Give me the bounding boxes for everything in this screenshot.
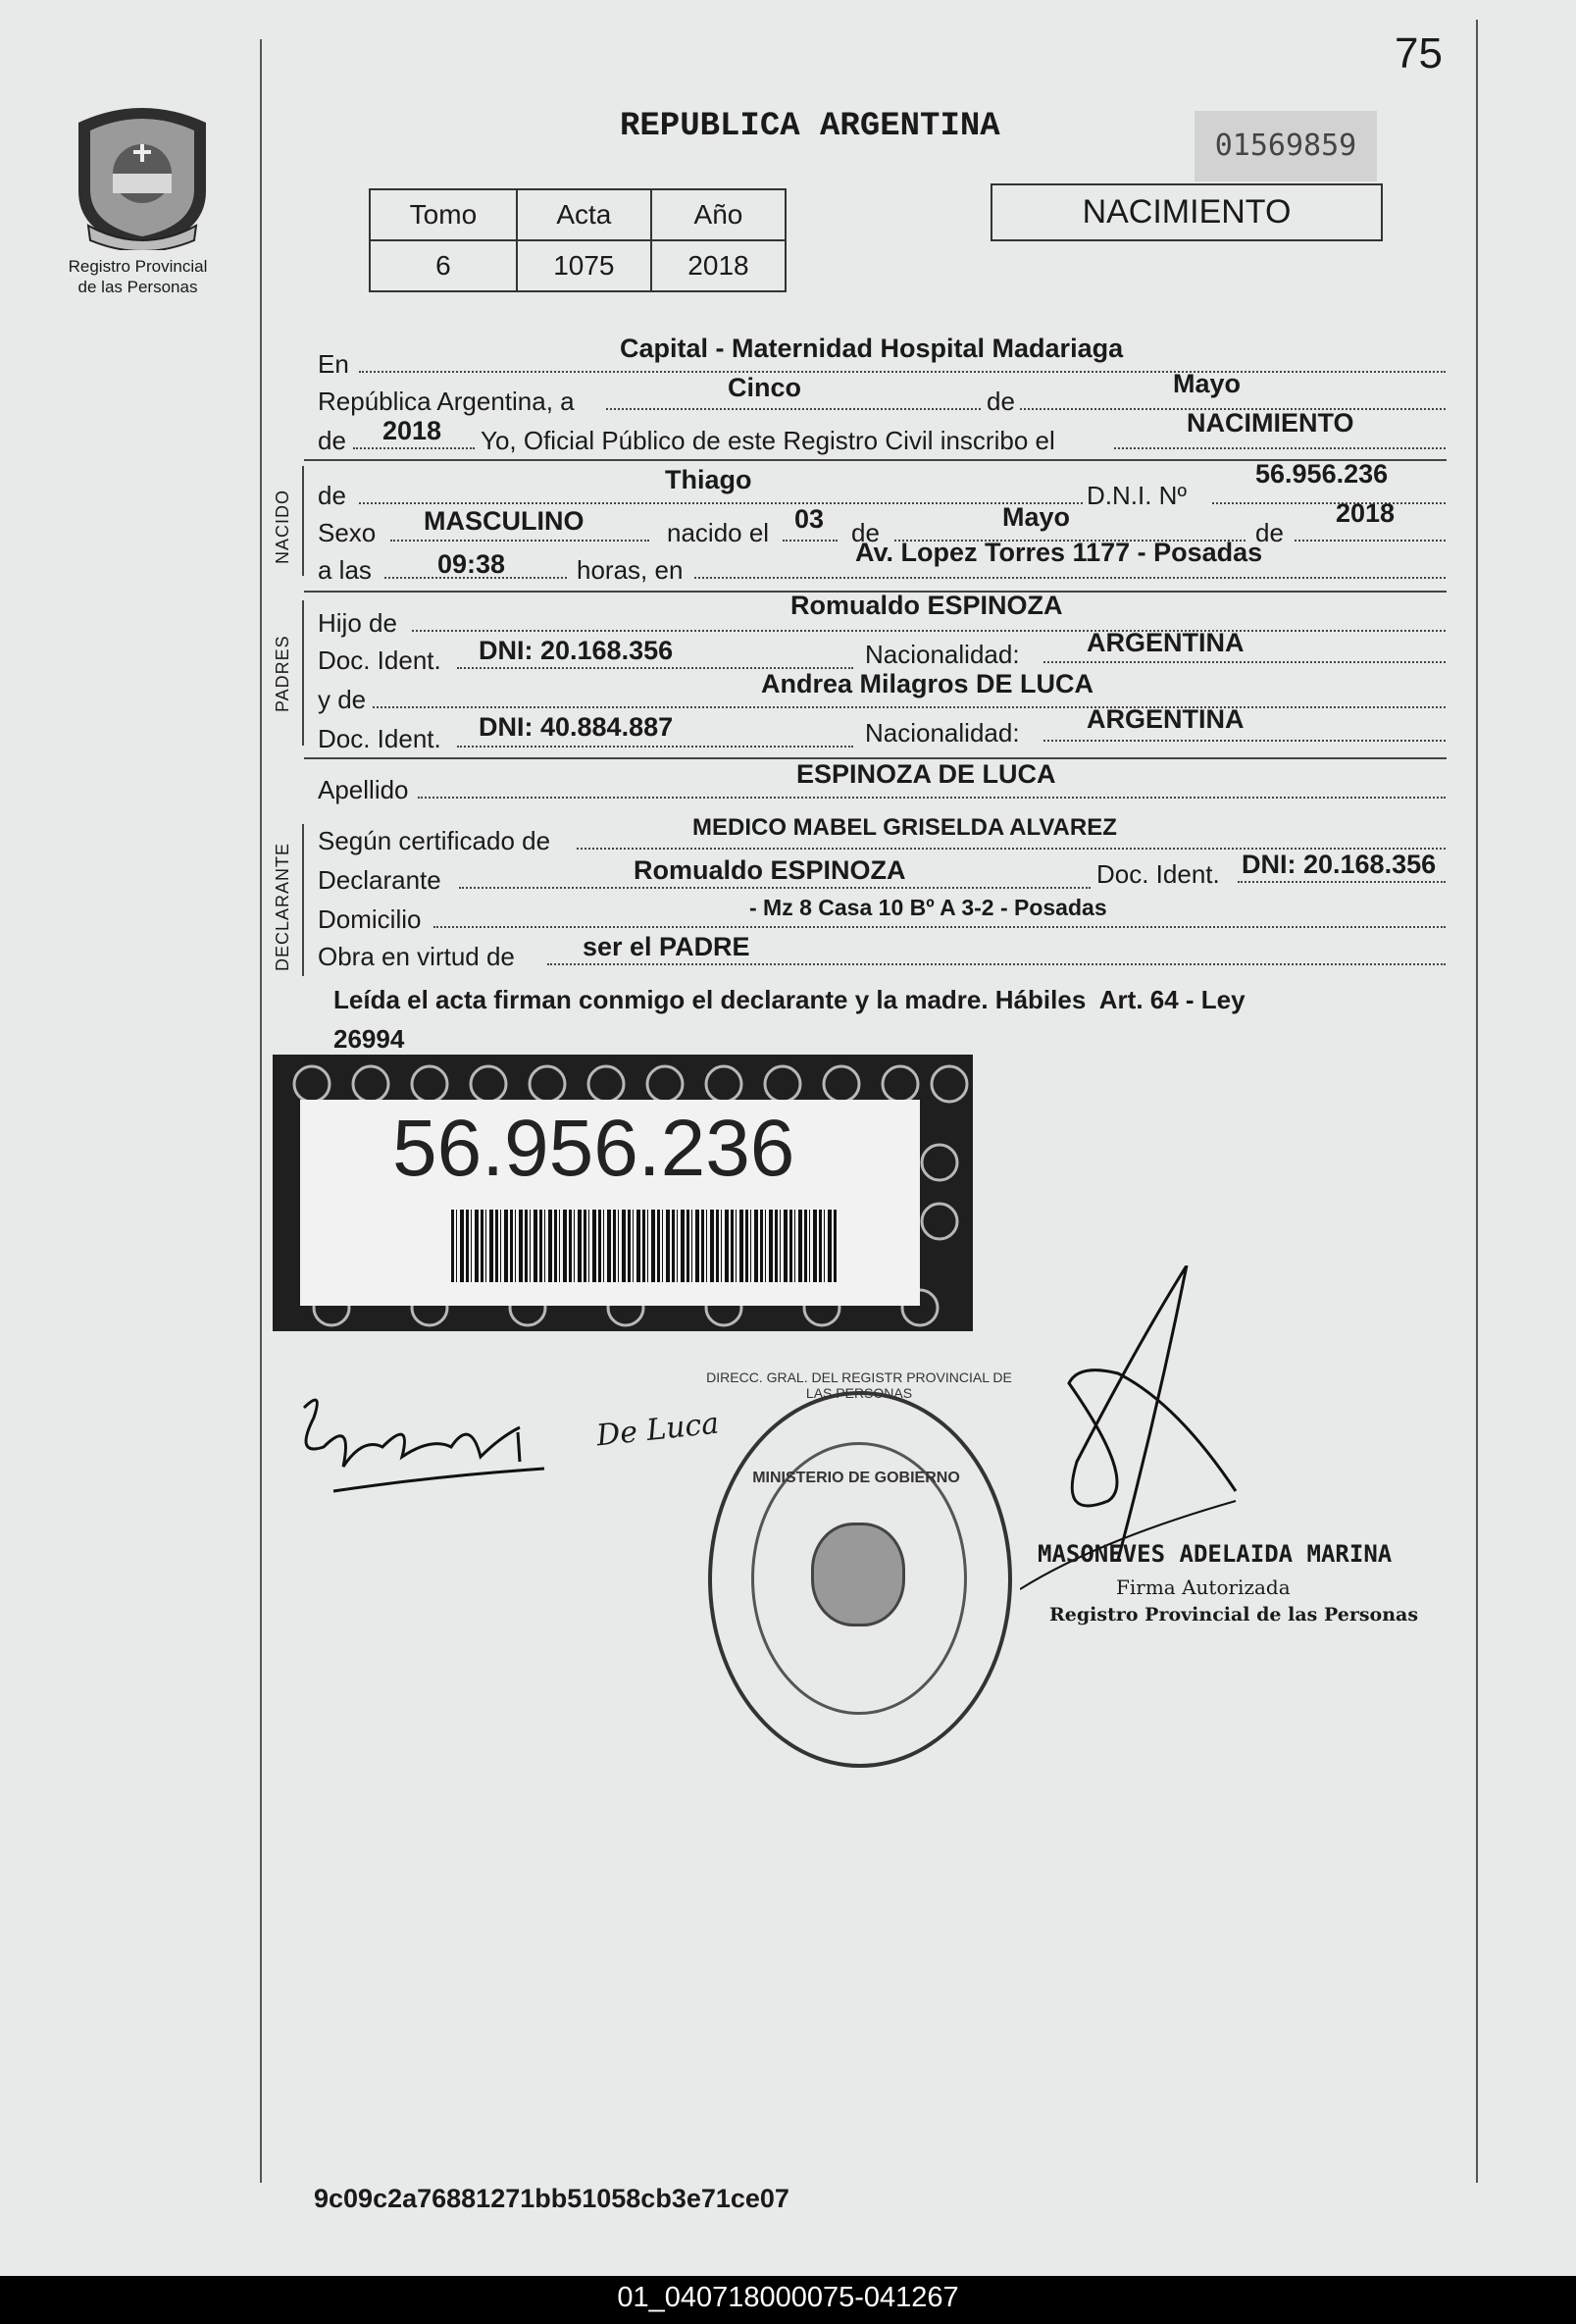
place-value: Capital - Maternidad Hospital Madariaga <box>620 334 1124 363</box>
apellido-value: ESPINOZA DE LUCA <box>796 759 1056 789</box>
domicilio-label: Domicilio <box>318 904 422 934</box>
value-acta: 1075 <box>517 240 651 291</box>
mother-doc: DNI: 40.884.887 <box>479 712 674 742</box>
en-label: En <box>318 349 349 379</box>
official-name: MASONEVES ADELAIDA MARINA <box>1038 1540 1393 1568</box>
official-role: Firma Autorizada <box>1116 1575 1291 1599</box>
father-doc: DNI: 20.168.356 <box>479 636 674 665</box>
nac1-label: Nacionalidad: <box>865 640 1020 669</box>
value-anio: 2018 <box>651 240 786 291</box>
barcode <box>451 1210 838 1282</box>
birth-time: 09:38 <box>437 549 506 579</box>
act-type-value: NACIMIENTO <box>1187 408 1354 438</box>
sexo-label: Sexo <box>318 518 377 547</box>
certificado-value: MEDICO MABEL GRISELDA ALVAREZ <box>692 814 1117 841</box>
obra-value: ser el PADRE <box>583 932 750 961</box>
header-tomo: Tomo <box>370 189 517 240</box>
mother-name: Andrea Milagros DE LUCA <box>761 669 1094 698</box>
child-dni: 56.956.236 <box>1255 459 1389 489</box>
official-office: Registro Provincial de las Personas <box>1049 1604 1419 1626</box>
logo-caption-2: de las Personas <box>77 278 198 296</box>
birth-day: 03 <box>794 504 825 534</box>
province-emblem <box>69 93 216 250</box>
year-value: 2018 <box>382 416 442 445</box>
declarant-signature <box>284 1378 559 1506</box>
right-margin-line <box>1476 20 1478 2183</box>
de-label-2: de <box>318 426 346 455</box>
father-nationality: ARGENTINA <box>1087 628 1245 657</box>
birth-place: Av. Lopez Torres 1177 - Posadas <box>855 538 1263 567</box>
doc2-label: Doc. Ident. <box>318 724 441 753</box>
footer-code: 01_040718000075-041267 <box>617 2282 959 2313</box>
page-number: 75 <box>1395 29 1443 77</box>
declarante-doc: DNI: 20.168.356 <box>1242 850 1437 879</box>
republica-label: República Argentina, a <box>318 387 575 416</box>
document-hash: 9c09c2a76881271bb51058cb3e71ce07 <box>314 2184 789 2213</box>
sticker-number: 56.956.236 <box>392 1104 795 1193</box>
declarante-name: Romualdo ESPINOZA <box>634 855 906 885</box>
hijo-de-label: Hijo de <box>318 608 397 638</box>
logo-caption-1: Registro Provincial <box>68 257 208 276</box>
country-title: REPUBLICA ARGENTINA <box>620 108 1000 145</box>
seal-outer-text: DIRECC. GRAL. DEL REGISTR PROVINCIAL DE LAS PERSONAS <box>706 1369 1012 1401</box>
nac2-label: Nacionalidad: <box>865 718 1020 748</box>
registry-table <box>369 188 787 292</box>
declarante-label: Declarante <box>318 865 441 895</box>
left-margin-line <box>260 39 262 2183</box>
header-anio: Año <box>651 189 786 240</box>
closing-line-2: 26994 <box>333 1024 405 1054</box>
mother-nationality: ARGENTINA <box>1087 704 1245 734</box>
y-de-label: y de <box>318 685 367 714</box>
month-value: Mayo <box>1173 369 1242 398</box>
doc1-label: Doc. Ident. <box>318 646 441 675</box>
certificado-label: Según certificado de <box>318 826 551 855</box>
horas-en-label: horas, en <box>577 555 684 585</box>
seal-inner-text: MINISTERIO DE GOBIERNO <box>752 1470 960 1486</box>
child-name: Thiago <box>665 465 752 494</box>
document-type-box: NACIMIENTO <box>991 183 1383 241</box>
nacido-de2-label: de <box>851 518 880 547</box>
serial-number: 01569859 <box>1195 111 1377 181</box>
de-label-1: de <box>987 387 1015 416</box>
domicilio-value: - Mz 8 Casa 10 Bº A 3-2 - Posadas <box>749 895 1107 920</box>
seal-emblem <box>811 1523 905 1627</box>
day-value: Cinco <box>728 373 802 402</box>
nacido-el-label: nacido el <box>667 518 770 547</box>
birth-year: 2018 <box>1336 498 1396 528</box>
header-acta: Acta <box>517 189 651 240</box>
section-nacido: NACIDO <box>273 489 292 564</box>
hora-label: a las <box>318 555 372 585</box>
obra-label: Obra en virtud de <box>318 942 515 971</box>
nacido-de-label: de <box>318 481 346 510</box>
closing-line-1: Leída el acta firman conmigo el declarante y la madre. Hábiles Art. 64 - Ley <box>333 985 1246 1014</box>
apellido-label: Apellido <box>318 775 409 804</box>
dni-label: D.N.I. Nº <box>1087 481 1187 510</box>
inscribo-text: Yo, Oficial Público de este Registro Civil inscribo el <box>481 426 1055 455</box>
value-tomo: 6 <box>370 240 517 291</box>
mother-signature: De Luca <box>594 1406 721 1454</box>
official-seal <box>706 1369 1012 1768</box>
declarante-doc-label: Doc. Ident. <box>1096 859 1220 889</box>
section-padres: PADRES <box>273 635 292 712</box>
birth-month: Mayo <box>1002 502 1071 532</box>
sexo-value: MASCULINO <box>424 506 585 536</box>
father-name: Romualdo ESPINOZA <box>790 591 1063 620</box>
section-declarante: DECLARANTE <box>273 842 292 971</box>
nacido-de3-label: de <box>1255 518 1284 547</box>
